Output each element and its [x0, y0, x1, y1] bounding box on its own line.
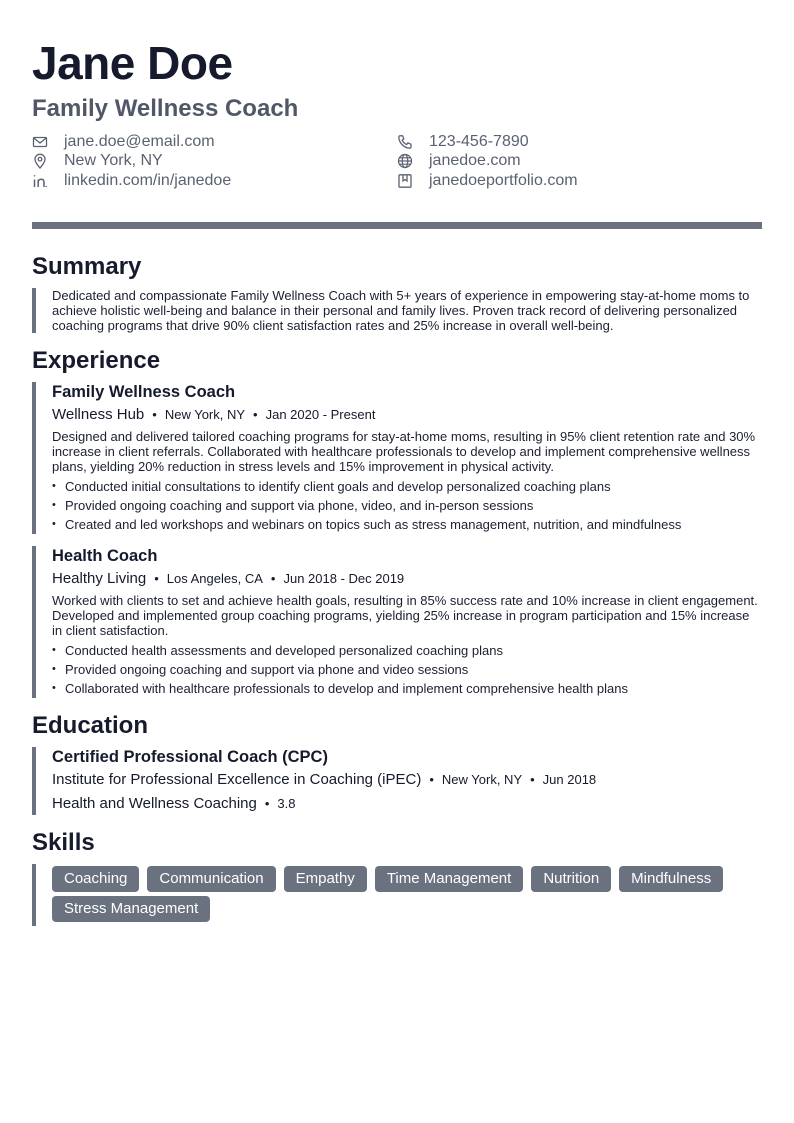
contact-location [32, 152, 397, 172]
separator-dot: • [152, 406, 157, 422]
experience-entry [32, 382, 762, 534]
education-location: New York, NY [441, 771, 523, 787]
contact-phone-text[interactable]: 123-456-7890 [429, 132, 529, 150]
job-company: Wellness Hub [52, 405, 145, 423]
job-bullet: • Conducted health assessments and developed personalized coaching plans [52, 641, 762, 660]
education-field: Health and Wellness Coaching [52, 794, 257, 812]
mail-icon [32, 134, 48, 150]
bookmark-icon [397, 173, 413, 189]
resume-name: Jane Doe [32, 37, 233, 89]
job-bullet: • Created and led workshops and webinars on topics such as stress management, nutrition, and mindfulness [52, 515, 762, 534]
header-divider [32, 222, 762, 229]
job-dates: Jan 2020 - Present [265, 406, 376, 422]
skills-section [32, 864, 762, 926]
job-location: New York, NY [164, 406, 246, 422]
skill-chip: Stress Management [52, 896, 210, 922]
job-company: Healthy Living [52, 569, 147, 587]
contact-email-text[interactable]: jane.doe@email.com [64, 132, 215, 150]
job-bullet: • Collaborated with healthcare professionals to develop and implement comprehensive health plans [52, 679, 762, 698]
contact-location-text: New York, NY [64, 152, 163, 170]
contact-portfolio-text[interactable]: janedoeportfolio.com [429, 171, 578, 189]
skill-chip: Communication [147, 866, 275, 892]
contact-portfolio[interactable] [397, 171, 762, 191]
summary-section [32, 288, 762, 333]
skill-chip: Coaching [52, 866, 139, 892]
skills-list [52, 864, 752, 926]
contact-phone[interactable] [397, 132, 762, 152]
separator-dot: • [154, 570, 159, 586]
job-meta [52, 568, 762, 590]
summary-heading: Summary [32, 252, 142, 280]
job-description: Worked with clients to set and achieve health goals, resulting in 85% success rate and 10% increase in client engagement. Developed and implemented group coaching programs, yielding 25% increase in program participation and 15% increase in client satisfaction. [52, 592, 758, 638]
contact-website[interactable] [397, 152, 762, 172]
education-entry [32, 747, 762, 815]
summary-text: Dedicated and compassionate Family Wellness Coach with 5+ years of experience in empowering stay-at-home moms to achieve holistic well-being and balance in their personal and family lives. Proven track record of delivering personalized coaching programs that drive 90% client satisfaction rates and 25% increase in overall well-being. [52, 287, 750, 333]
phone-icon [397, 134, 413, 150]
separator-dot: • [429, 771, 434, 787]
job-bullets [52, 477, 762, 534]
job-dates: Jun 2018 - Dec 2019 [283, 570, 405, 586]
skill-chip: Mindfulness [619, 866, 723, 892]
skill-chip: Nutrition [531, 866, 611, 892]
separator-dot: • [264, 795, 270, 811]
contact-linkedin-text[interactable]: linkedin.com/in/janedoe [64, 171, 232, 189]
globe-icon [397, 153, 413, 169]
job-location: Los Angeles, CA [166, 570, 263, 586]
skills-heading: Skills [32, 828, 95, 856]
resume-title: Family Wellness Coach [32, 95, 299, 122]
education-meta [52, 769, 762, 791]
education-date: Jun 2018 [542, 771, 597, 787]
job-meta [52, 404, 762, 426]
education-gpa: 3.8 [277, 795, 296, 811]
job-bullet: • Conducted initial consultations to identify client goals and develop personalized coaching plans [52, 477, 762, 496]
contact-info [32, 132, 762, 191]
education-degree: Certified Professional Coach (CPC) [52, 747, 328, 766]
job-bullet: • Provided ongoing coaching and support via phone, video, and in-person sessions [52, 496, 762, 515]
education-institution: Institute for Professional Excellence in Coaching (iPEC) [52, 770, 422, 788]
job-title: Family Wellness Coach [52, 382, 236, 401]
education-field-row [52, 793, 762, 815]
job-bullet: • Provided ongoing coaching and support via phone and video sessions [52, 660, 762, 679]
skill-chip: Time Management [375, 866, 524, 892]
experience-heading: Experience [32, 346, 161, 374]
contact-linkedin[interactable] [32, 171, 397, 191]
separator-dot: • [253, 406, 258, 422]
map-pin-icon [32, 153, 48, 169]
job-bullets [52, 641, 762, 698]
education-heading: Education [32, 711, 149, 739]
contact-email[interactable] [32, 132, 397, 152]
experience-entry [32, 546, 762, 698]
job-title: Health Coach [52, 546, 158, 565]
skill-chip: Empathy [284, 866, 367, 892]
separator-dot: • [270, 570, 276, 586]
contact-website-text[interactable]: janedoe.com [429, 152, 521, 170]
job-description: Designed and delivered tailored coaching programs for stay-at-home moms, resulting in 95% client retention rate and 30% increase in client referrals. Collaborated with healthcare professionals to develop and implement comprehensive wellness plans, yielding 20% reduction in stress levels and 15% improvement in physical activity. [52, 428, 756, 474]
linkedin-icon [32, 173, 48, 189]
separator-dot: • [530, 771, 535, 787]
